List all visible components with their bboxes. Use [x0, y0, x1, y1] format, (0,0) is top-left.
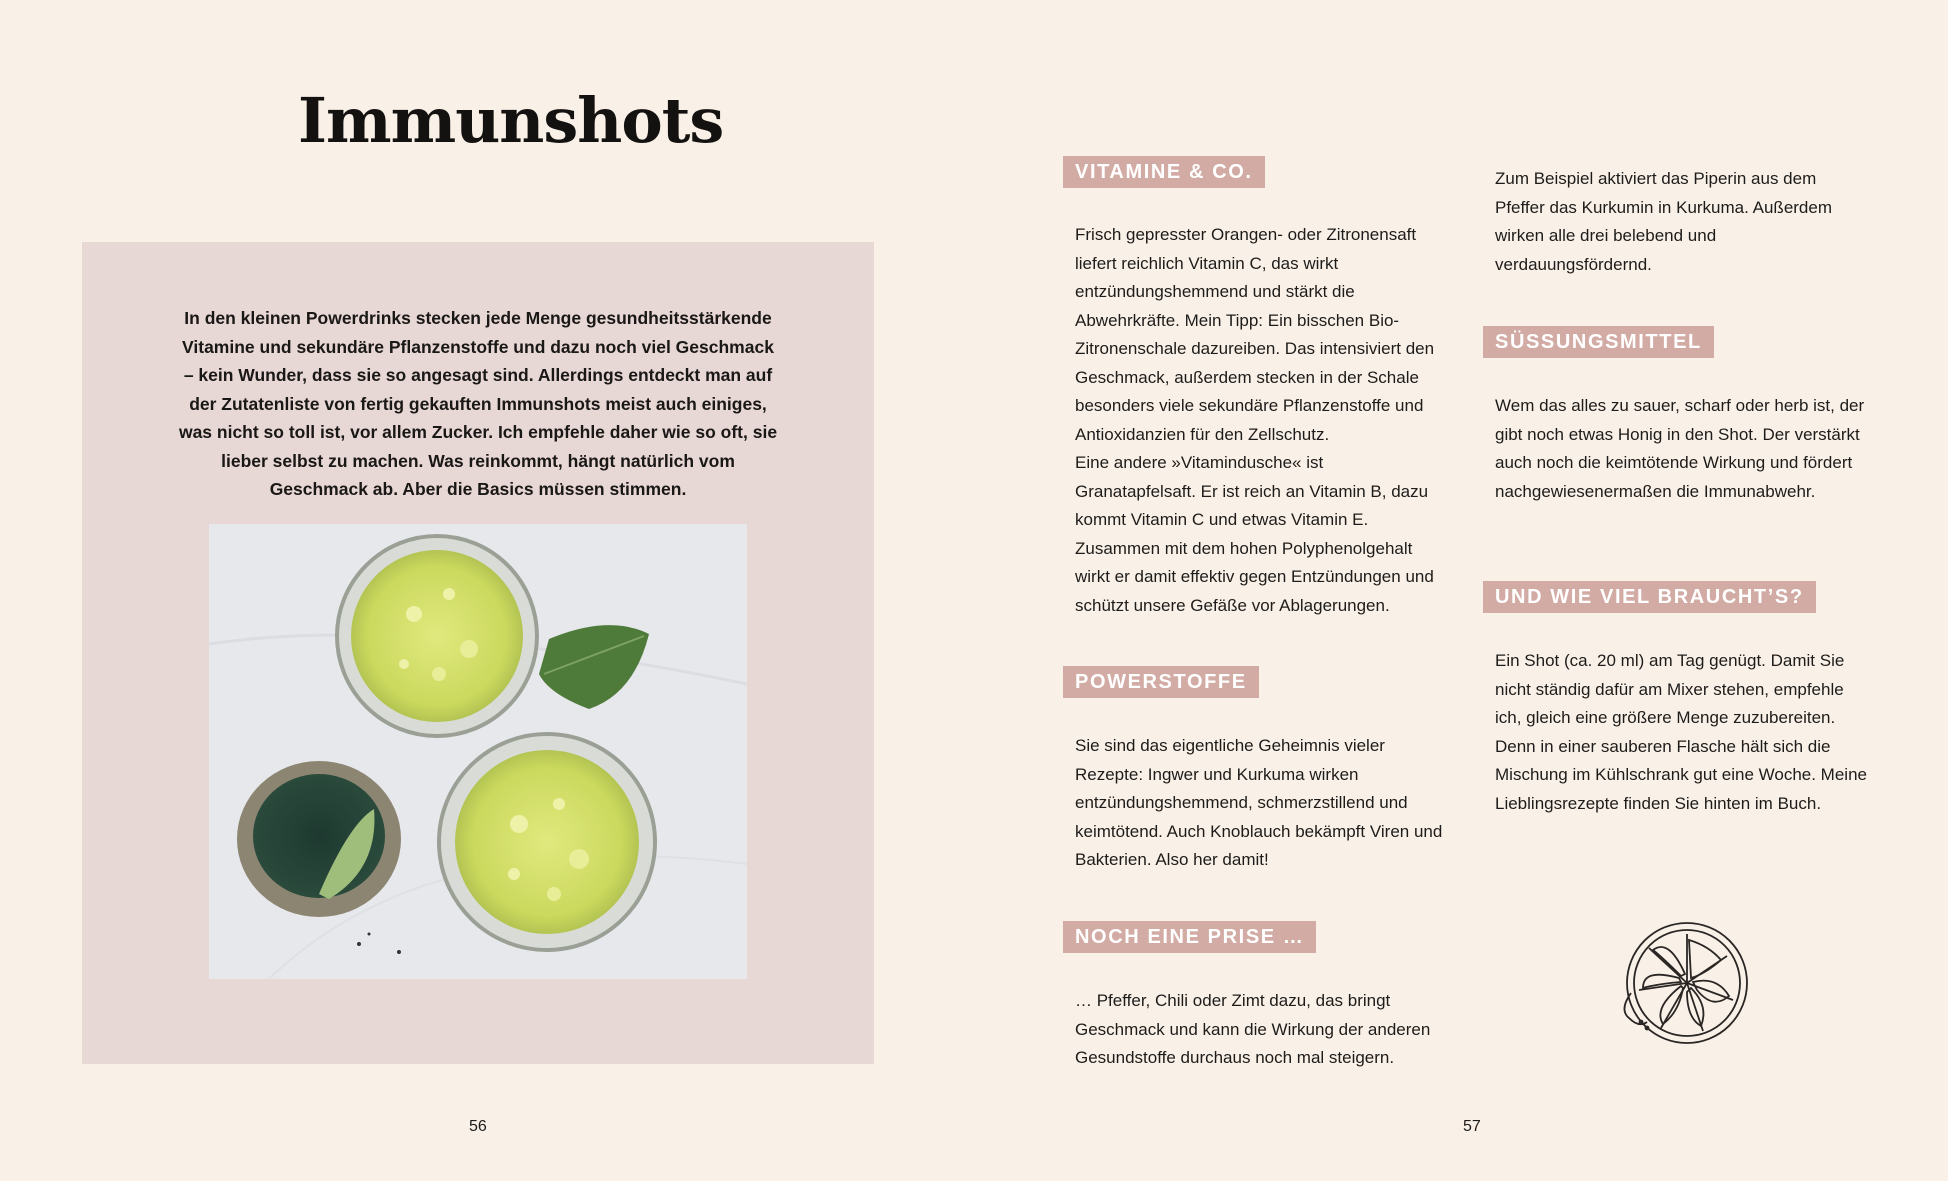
heading-suessungsmittel: SÜSSUNGSMITTEL	[1483, 326, 1714, 358]
text-menge: Ein Shot (ca. 20 ml) am Tag genügt. Damit Sie nicht ständig dafür am Mixer stehen, empfehle ich, gleich eine größere Menge zuzubereiten. Denn in einer sauberen Flasche hält sich die Mischung im Kühlschrank gut eine Woche. Meine Lieblingsrezepte finden Sie hinten im Buch.	[1495, 651, 1867, 813]
page-number-left: 56	[469, 1118, 487, 1135]
page-title: Immunshots	[298, 84, 724, 157]
photo-illustration	[209, 524, 747, 979]
immunshots-photo	[209, 524, 747, 979]
lemon-slice-icon	[1617, 918, 1751, 1048]
heading-menge: UND WIE VIEL BRAUCHT’S?	[1483, 581, 1816, 613]
glass-top	[337, 536, 537, 736]
text-prise: … Pfeffer, Chili oder Zimt dazu, das bringt Geschmack und kann die Wirkung der anderen Gesundstoffe durchaus noch mal steigern.	[1075, 991, 1431, 1067]
heading-prise: NOCH EINE PRISE …	[1063, 921, 1316, 953]
text-vitamine-2: Eine andere »Vitamindusche« ist Granatapfelsaft. Er ist reich an Vitamin B, dazu kommt Vitamin C und etwas Vitamin E. Zusammen mit dem hohen Polyphenolgehalt wirkt er damit effektiv gegen Entzündungen und schützt unsere Gefäße vor Ablagerungen.	[1075, 453, 1434, 615]
text-powerstoffe: Sie sind das eigentliche Geheimnis vieler Rezepte: Ingwer und Kurkuma wirken entzündungshemmend, schmerzstillend und keimtötend. Auch Knoblauch bekämpft Viren und Bakterien. Also her damit!	[1075, 736, 1443, 869]
intro-panel	[82, 242, 874, 1064]
page-number-right: 57	[1463, 1118, 1481, 1135]
text-vitamine: Frisch gepresster Orangen- oder Zitronensaft liefert reichlich Vitamin C, das wirkt entzündungshemmend und stärkt die Abwehrkräfte. Mein Tipp: Ein bisschen Bio-Zitronenschale dazureiben. Das intensiviert den Geschmack, außerdem stecken in der Schale besonders viele sekundäre Pflanzenstoffe und Antioxidanzien für den Zellschutz.	[1075, 225, 1435, 444]
text-suessungsmittel: Wem das alles zu sauer, scharf oder herb ist, der gibt noch etwas Honig in den Shot. Der verstärkt auch noch die keimtötende Wirkung und fördert nachgewiesenermaßen die Immunabwehr.	[1495, 396, 1865, 501]
heading-vitamine: VITAMINE & CO.	[1063, 156, 1265, 188]
heading-powerstoffe: POWERSTOFFE	[1063, 666, 1259, 698]
glass-bottom	[439, 734, 655, 950]
spirulina-bowl	[237, 761, 401, 917]
intro-text: In den kleinen Powerdrinks stecken jede Menge gesundheitsstärkende Vitamine und sekundäre Pflanzenstoffe und dazu noch viel Geschmack – kein Wunder, dass sie so angesagt sind. Allerdings entdeckt man auf der Zutatenliste von fertig gekauften Immunshots meist auch einiges, was nicht so toll ist, vor allem Zucker. Ich empfehle daher wie so oft, sie lieber selbst zu machen. Was reinkommt, hängt natürlich vom Geschmack ab. Aber die Basics müssen stimmen.	[178, 308, 778, 499]
text-beispiel: Zum Beispiel aktiviert das Piperin aus dem Pfeffer das Kurkumin in Kurkuma. Außerdem wirken alle drei belebend und verdauungsfördernd.	[1495, 169, 1833, 274]
